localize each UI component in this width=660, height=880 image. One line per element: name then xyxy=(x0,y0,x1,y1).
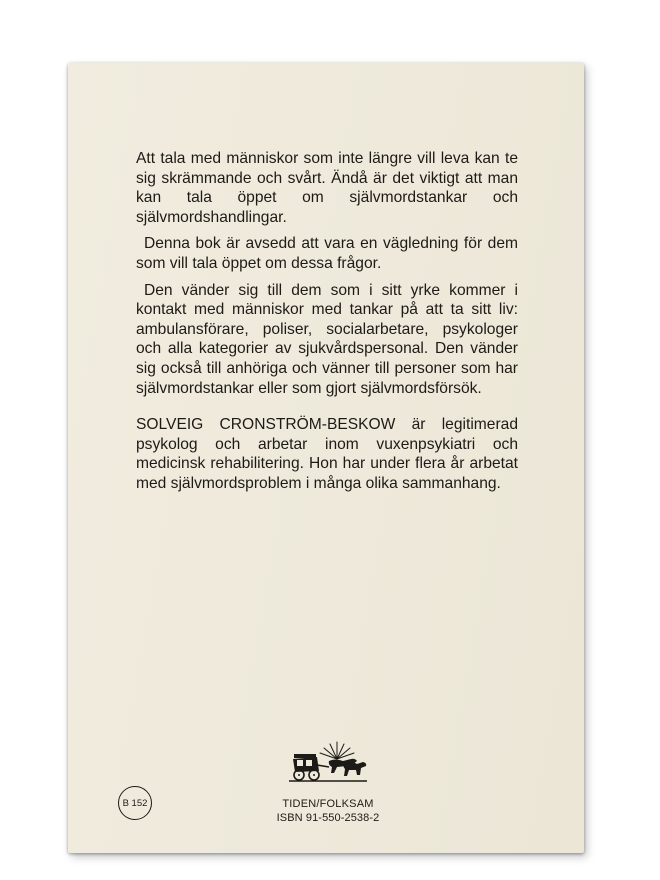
book-back-cover xyxy=(68,63,584,853)
isbn: ISBN 91-550-2538-2 xyxy=(276,812,380,824)
blurb-text xyxy=(136,149,518,494)
author-bio: SOLVEIG CRONSTRÖM-BESKOW är legitimerad psykolog och arbetar inom vuxenpsykiatri och medicinsk rehabilitering. Hon har under flera år arbetat med självmordsproblem i många olika sammanhang. xyxy=(136,416,518,492)
blurb-paragraph-2: Denna bok är avsedd att vara en vägledning för dem som vill tala öppet om dessa frågor. xyxy=(136,235,518,272)
blurb-paragraph-1: Att tala med människor som inte längre vill leva kan te sig skrämmande och svårt. Ändå är det viktigt att man kan tala öppet om självmordstankar och självmordshandlingar. xyxy=(136,150,518,226)
blurb-paragraph-3: Den vänder sig till dem som i sitt yrke kommer i kontakt med människor med tankar på att ta sitt liv: ambulansförare, poliser, socialarbetare, psykologer och alla kategorier av sjukvårdspersonal. Den vänder sig också till anhöriga och vänner till personer som har självmordstankar eller som gjort självmordsförsök. xyxy=(136,281,518,397)
stagecoach-with-sun-icon xyxy=(287,739,369,785)
publisher-block xyxy=(248,739,408,825)
series-badge-label: B 152 xyxy=(122,797,148,809)
series-badge xyxy=(118,786,152,820)
publisher-name: TIDEN/FOLKSAM xyxy=(282,798,374,810)
